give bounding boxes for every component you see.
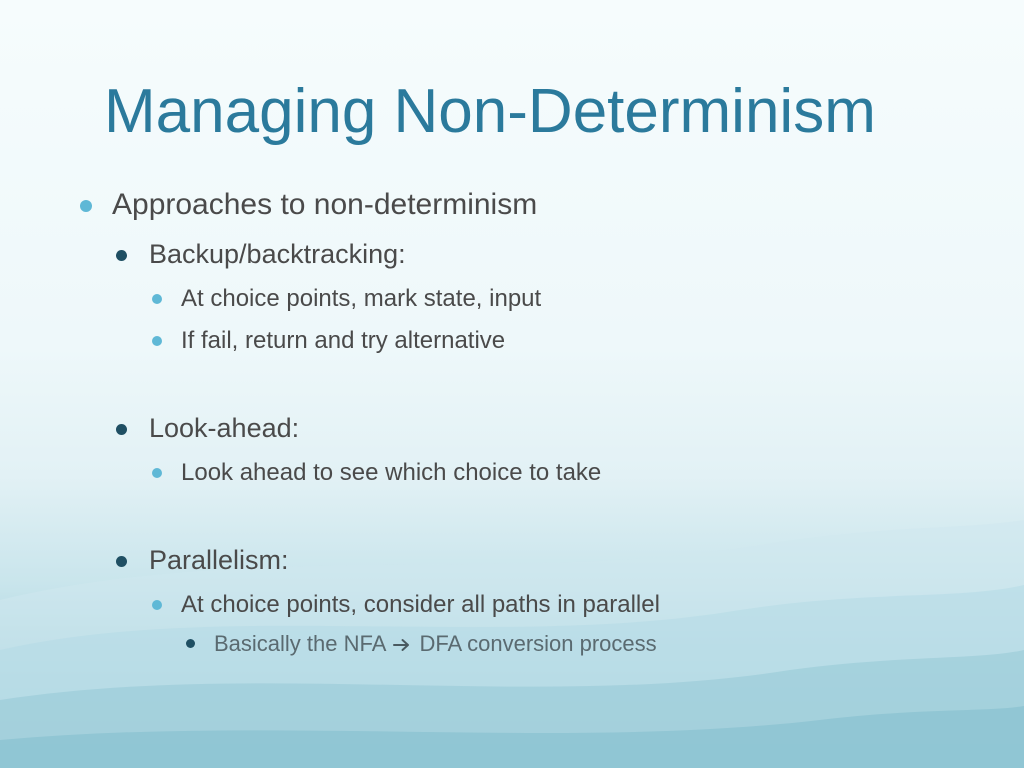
bullet-dot-icon [152, 336, 162, 346]
bullet-text: Look-ahead: [149, 413, 300, 443]
bullet-text: Look ahead to see which choice to take [181, 459, 602, 486]
bullet-text: At choice points, mark state, input [181, 285, 542, 312]
bullet-text: At choice points, consider all paths in parallel [181, 591, 660, 618]
right-arrow-icon [393, 638, 411, 652]
bullet-dot-icon [152, 294, 162, 304]
bullet-dot-icon [116, 556, 127, 567]
bullet-text: If fail, return and try alternative [181, 327, 506, 354]
bullet-text-before: Basically the NFA [214, 631, 386, 656]
bullet-dot-icon [152, 600, 162, 610]
bullet-dot-icon [186, 639, 195, 648]
bullet-dot-icon [116, 424, 127, 435]
bullet-text: Parallelism: [149, 545, 289, 575]
bullet-text: Backup/backtracking: [149, 239, 406, 269]
bullet-text-after: DFA conversion process [419, 631, 657, 656]
bullet-dot-icon [152, 468, 162, 478]
bullet-text: Approaches to non-determinism [112, 188, 538, 221]
slide-title: Managing Non-Determinism [104, 77, 876, 146]
bullet-text-nfa-dfa [214, 631, 657, 657]
bullet-dot-icon [116, 250, 127, 261]
bullet-dot-icon [80, 200, 92, 212]
